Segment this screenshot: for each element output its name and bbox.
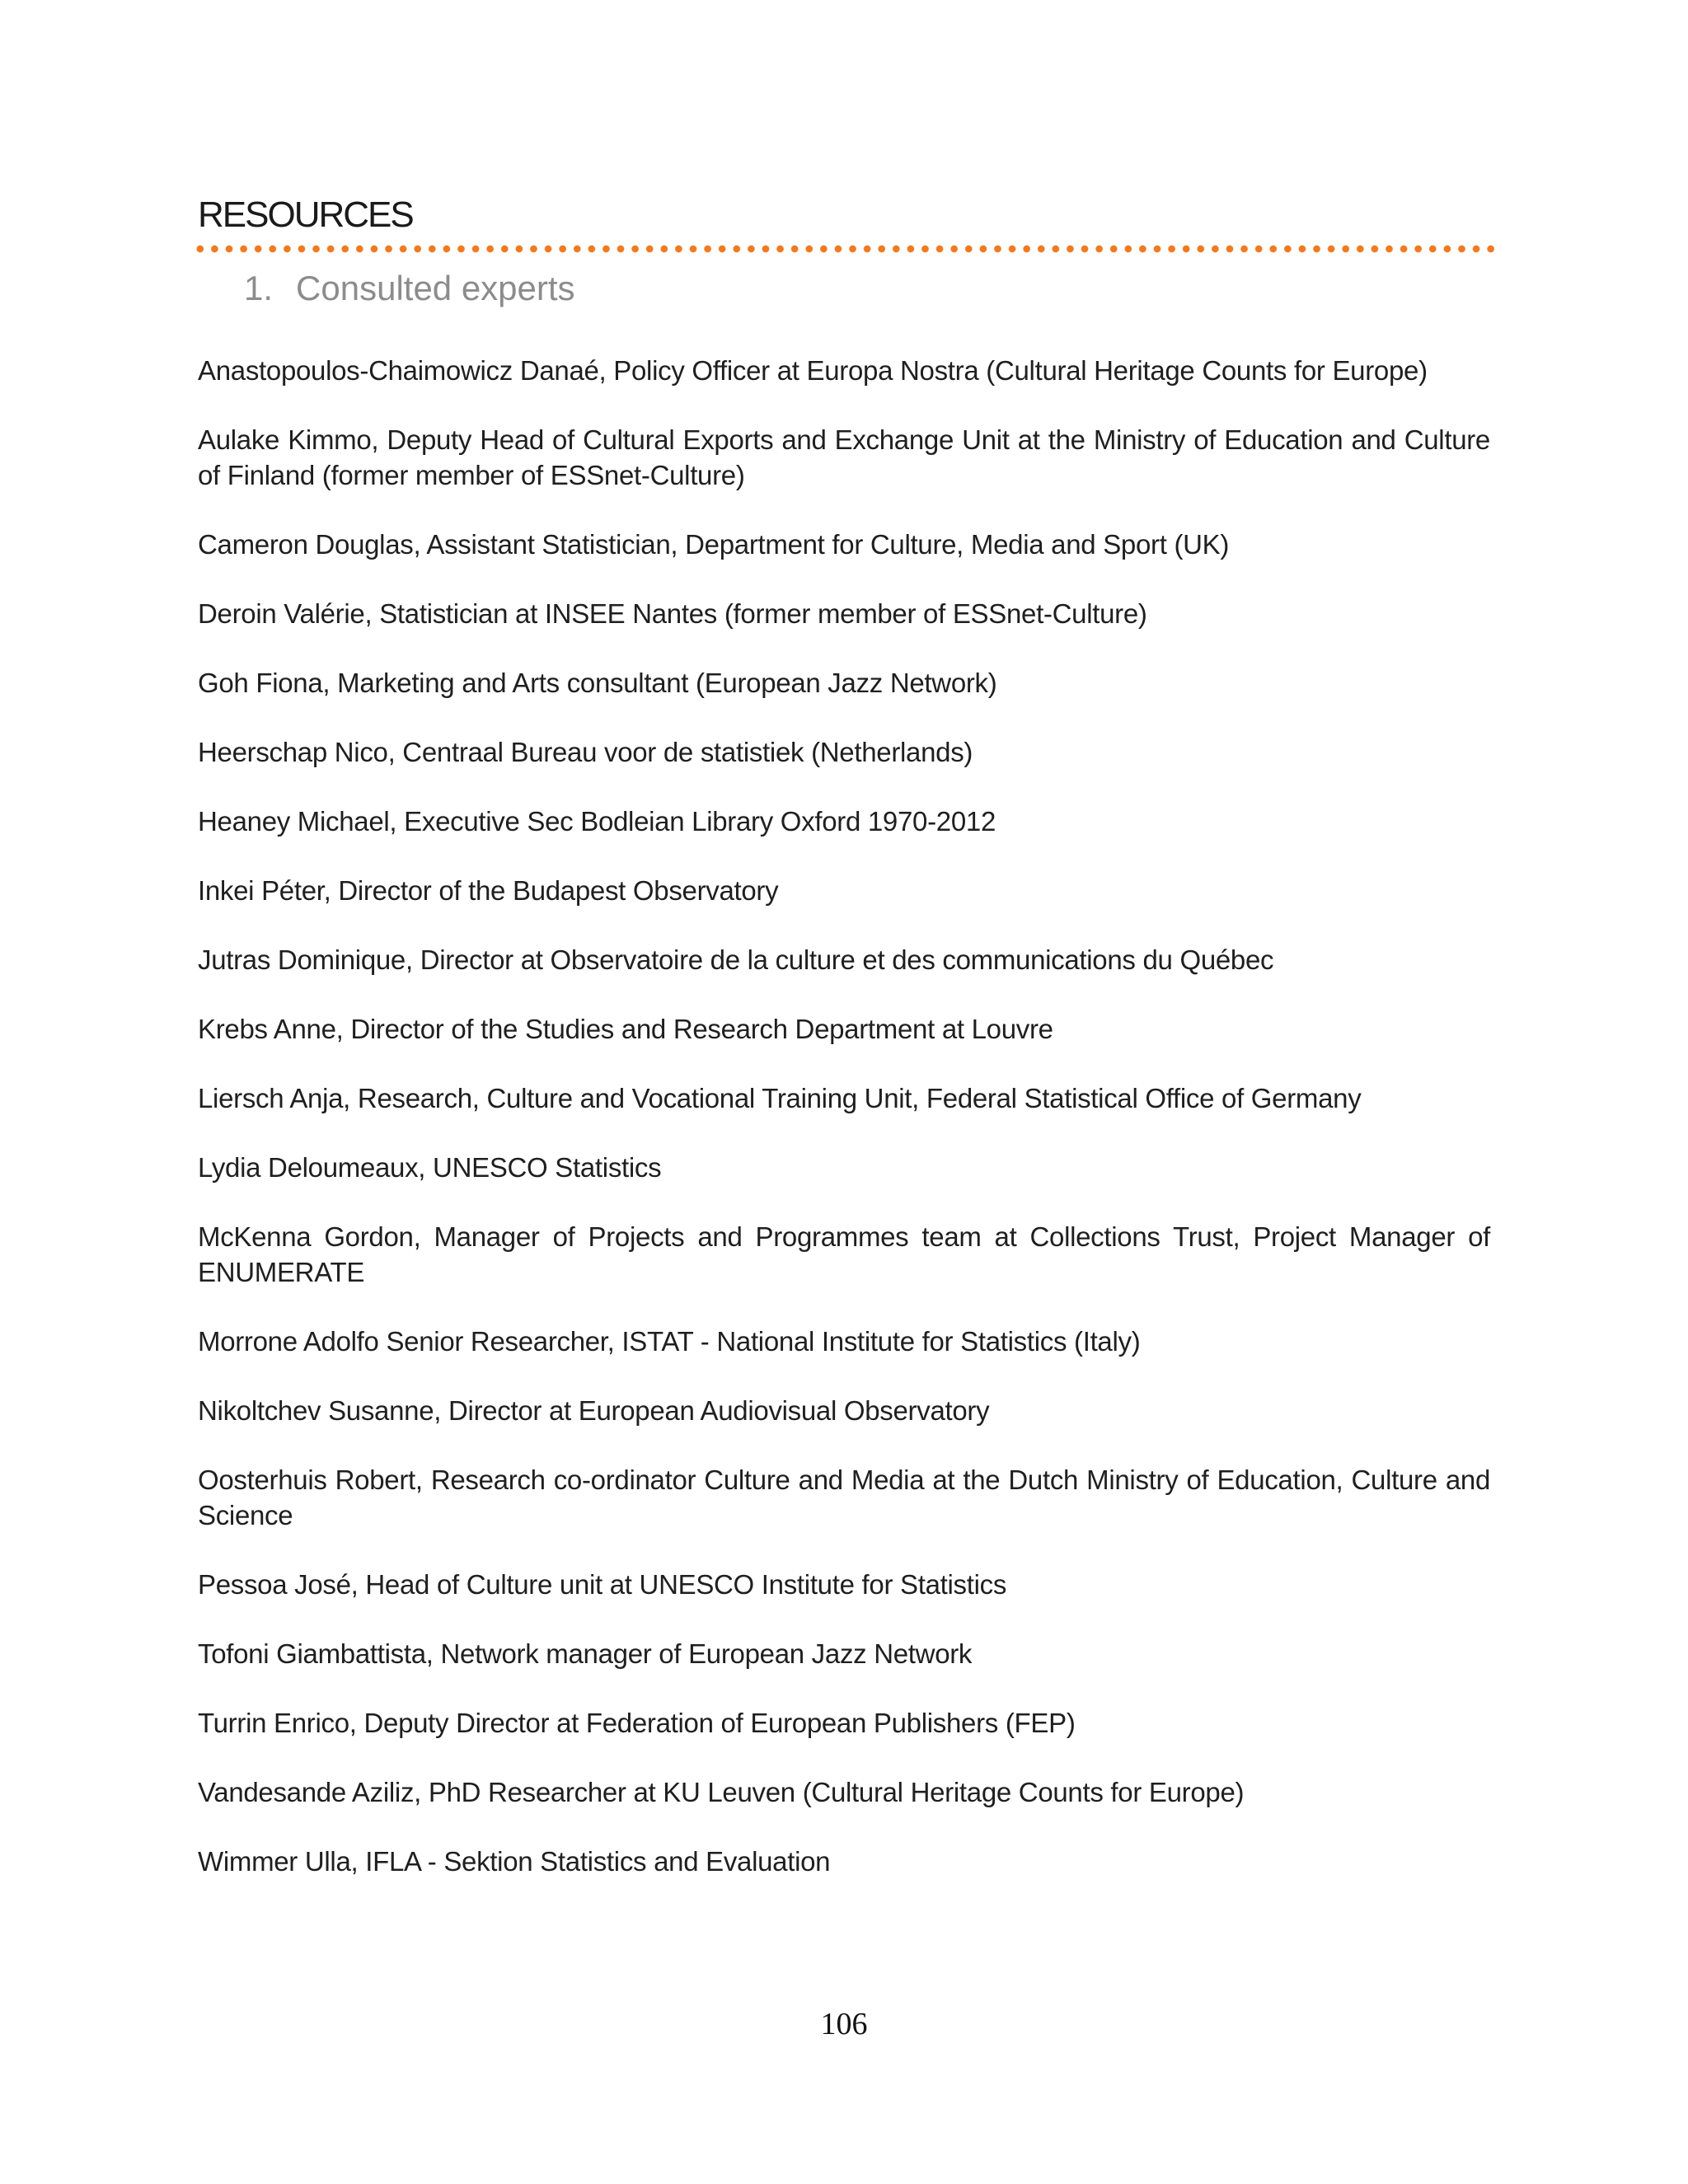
expert-entry: Anastopoulos-Chaimowicz Danaé, Policy Officer at Europa Nostra (Cultural Heritage Counts for Europe) bbox=[198, 355, 1428, 386]
expert-entry: Aulake Kimmo, Deputy Head of Cultural Exports and Exchange Unit at the Ministry of Education and Culture of Finland (former member of ESSnet-Culture) bbox=[198, 424, 1490, 490]
expert-entry: Wimmer Ulla, IFLA - Sektion Statistics and Evaluation bbox=[198, 1846, 831, 1877]
expert-entry: Deroin Valérie, Statistician at INSEE Nantes (former member of ESSnet-Culture) bbox=[198, 598, 1147, 629]
section-title: RESOURCES bbox=[198, 194, 413, 235]
expert-entry: Goh Fiona, Marketing and Arts consultant (European Jazz Network) bbox=[198, 668, 997, 698]
expert-entry: Turrin Enrico, Deputy Director at Federation of European Publishers (FEP) bbox=[198, 1708, 1076, 1738]
expert-entry: Cameron Douglas, Assistant Statistician, Department for Culture, Media and Sport (UK) bbox=[198, 529, 1230, 560]
expert-entry: Lydia Deloumeaux, UNESCO Statistics bbox=[198, 1152, 662, 1183]
expert-entry: Morrone Adolfo Senior Researcher, ISTAT - National Institute for Statistics (Italy) bbox=[198, 1326, 1141, 1357]
subsection-title: Consulted experts bbox=[296, 269, 575, 307]
expert-entry: Krebs Anne, Director of the Studies and Research Department at Louvre bbox=[198, 1014, 1053, 1044]
expert-entry: Heaney Michael, Executive Sec Bodleian Library Oxford 1970-2012 bbox=[198, 806, 996, 837]
subsection-heading bbox=[244, 269, 575, 308]
expert-entry: McKenna Gordon, Manager of Projects and Programmes team at Collections Trust, Project Manager of ENUMERATE bbox=[198, 1221, 1490, 1287]
expert-entry: Nikoltchev Susanne, Director at European Audiovisual Observatory bbox=[198, 1395, 990, 1426]
expert-entry: Heerschap Nico, Centraal Bureau voor de statistiek (Netherlands) bbox=[198, 737, 973, 767]
dotted-divider bbox=[193, 245, 1500, 253]
expert-entry: Oosterhuis Robert, Research co-ordinator Culture and Media at the Dutch Ministry of Education, Culture and Science bbox=[198, 1465, 1490, 1530]
experts-list bbox=[198, 353, 1490, 1913]
expert-entry: Jutras Dominique, Director at Observatoire de la culture et des communications du Québec bbox=[198, 944, 1274, 975]
expert-entry: Liersch Anja, Research, Culture and Vocational Training Unit, Federal Statistical Office of Germany bbox=[198, 1083, 1362, 1113]
expert-entry: Inkei Péter, Director of the Budapest Observatory bbox=[198, 875, 779, 906]
subsection-number: 1. bbox=[244, 269, 274, 307]
expert-entry: Tofoni Giambattista, Network manager of European Jazz Network bbox=[198, 1638, 973, 1669]
page-number: 106 bbox=[820, 2007, 868, 2041]
expert-entry: Vandesande Aziliz, PhD Researcher at KU Leuven (Cultural Heritage Counts for Europe) bbox=[198, 1777, 1245, 1807]
expert-entry: Pessoa José, Head of Culture unit at UNESCO Institute for Statistics bbox=[198, 1569, 1007, 1600]
